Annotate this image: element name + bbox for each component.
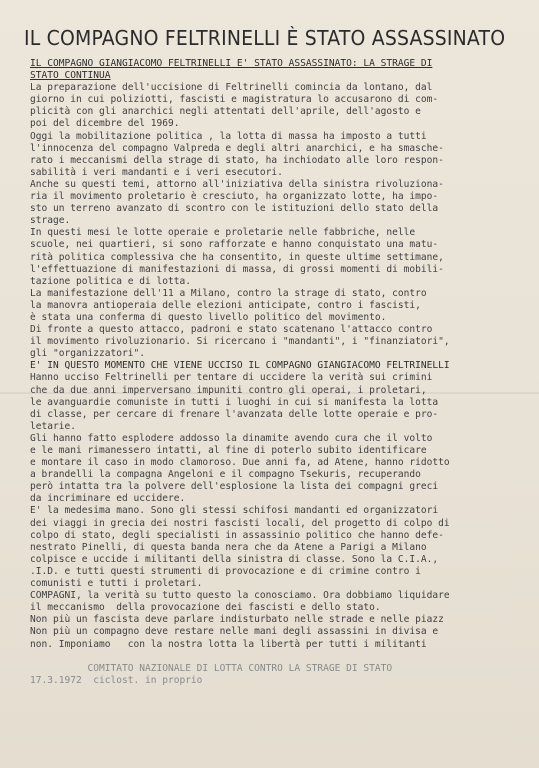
- body-line: IL COMPAGNO GIANGIACOMO FELTRINELLI E' STATO ASSASSINATO: LA STRAGE DI: [30, 58, 433, 69]
- body-line: di classe, per cercare di frenare l'avanzata delle lotte operaie e pro-: [30, 408, 439, 420]
- body-line: e le mani rimanessero intatti, al fine di poterlo subito identificare: [30, 445, 427, 456]
- body-line: Oggi la mobilitazione politica , la lotta di massa ha imposto a tutti: [30, 130, 427, 142]
- body-line: la manovra antioperaia delle elezioni anticipate, contro i fascisti,: [30, 299, 421, 311]
- body-line: COMITATO NAZIONALE DI LOTTA CONTRO LA STRAGE DI STATO: [30, 662, 393, 674]
- body-line: Non più un compagno deve restare nelle mani degli assassini in divisa e: [30, 626, 439, 638]
- body-line: da incriminare ed uccidere.: [30, 493, 186, 505]
- body-line: ria il movimento proletario è cresciuto, ha organizzato lotte, ha impo-: [30, 191, 439, 203]
- body-line: colpisce e uccide i militanti della sinistra di classe. Sono la C.I.A.,: [30, 553, 439, 565]
- body-line: nestrato Pinelli, di questa banda nera che da Atene a Parigi a Milano: [30, 541, 427, 553]
- body-line: le avanguardie comuniste in tutti i luoghi in cui si manifesta la lotta: [30, 396, 439, 408]
- handwritten-headline: IL COMPAGNO FELTRINELLI È STATO ASSASSINATO: [24, 26, 506, 50]
- typewritten-body: [30, 58, 510, 687]
- body-line: E' la medesima mano. Sono gli stessi schifosi mandanti ed organizzatori: [30, 505, 439, 517]
- body-line: sabilità i veri mandanti e i veri esecutori.: [30, 166, 283, 178]
- body-line: il meccanismo della provocazione dei fascisti e dello stato.: [30, 602, 381, 614]
- body-line: tazione politica e di lotta.: [30, 275, 191, 287]
- body-line: non. Imponiamo con la nostra lotta la libertà per tutti i militanti: [30, 638, 427, 650]
- body-line: In questi mesi le lotte operaie e proletarie nelle fabbriche, nelle: [30, 227, 416, 239]
- body-line: il movimento rivoluzionario. Si ricercano i "mandanti", i "finanziatori",: [30, 336, 450, 348]
- body-line: Gli hanno fatto esplodere addosso la dinamite avendo cura che il volto: [30, 432, 433, 444]
- body-line: l'innocenza del compagno Valpreda e degli altri anarchici, e ha smasche-: [30, 142, 444, 154]
- body-line: rato i meccanismi della strage di stato, ha inchiodato alle loro respon-: [30, 154, 444, 166]
- body-line: a brandelli la compagna Angeloni e il compagno Tsekuris, recuperando: [30, 469, 421, 481]
- body-line: COMPAGNI, la verità su tutto questo la conosciamo. Ora dobbiamo liquidare: [30, 590, 450, 602]
- body-line: plicità con gli anarchici negli attentati dell'aprile, dell'agosto e: [30, 106, 421, 118]
- body-line: strage.: [30, 215, 71, 227]
- body-line: Hanno ucciso Feltrinelli per tentare di uccidere la verità sui crimini: [30, 372, 433, 384]
- body-line: [30, 651, 510, 663]
- body-line: sto un terreno avanzato di scontro con le istituzioni dello stato della: [30, 203, 439, 215]
- body-line: E' IN QUESTO MOMENTO CHE VIENE UCCISO IL COMPAGNO GIANGIACOMO FELTRINELLI: [30, 360, 450, 372]
- body-line: Anche su questi temi, attorno all'iniziativa della sinistra rivoluziona-: [30, 178, 444, 190]
- body-line: comunisti e tutti i proletari.: [30, 578, 203, 590]
- body-line: l'effettuazione di manifestazioni di massa, di grossi momenti di mobili-: [30, 263, 444, 275]
- body-line: giorno in cui poliziotti, fascisti e magistratura lo accusarono di com-: [30, 94, 439, 106]
- body-line: poi del dicembre del 1969.: [30, 118, 180, 130]
- body-line: letarie.: [30, 420, 76, 432]
- body-line: Di fronte a questo attacco, padroni e stato scatenano l'attacco contro: [30, 324, 433, 336]
- body-line: che da due anni imperversano impuniti contro gli operai, i proletari,: [30, 384, 427, 396]
- body-line: STATO CONTINUA: [30, 70, 111, 82]
- body-line: però intatta tra la polvere dell'esplosione la lista dei compagni greci: [30, 481, 439, 493]
- body-line: La manifestazione dell'11 a Milano, contro la strage di stato, contro: [30, 287, 427, 299]
- body-line: è stata una conferma di questo livello politico del movimento.: [30, 311, 387, 323]
- body-line: colpo di stato, degli specialisti in assassinio politico che hanno defe-: [30, 529, 444, 541]
- body-line: 17.3.1972 ciclost. in proprio: [30, 674, 203, 686]
- body-line: rità politica complessiva che ha consentito, in queste ultime settimane,: [30, 251, 444, 263]
- body-line: dei viaggi in grecia dei nostri fascisti locali, del progetto di colpo di: [30, 517, 450, 529]
- body-line: gli "organizzatori".: [30, 348, 145, 360]
- body-line: Non più un fascista deve parlare indisturbato nelle strade e nelle piazz: [30, 614, 444, 626]
- body-line: .I.D. e tutti questi strumenti di provocazione e di crimine contro i: [30, 565, 421, 577]
- body-line: scuole, nei quartieri, si sono rafforzate e hanno conquistato una matu-: [30, 239, 439, 251]
- body-line: e montare il caso in modo clamoroso. Due anni fa, ad Atene, hanno ridotto: [30, 457, 450, 469]
- body-line: La preparazione dell'uccisione di Feltrinelli comincia da lontano, dal: [30, 82, 433, 94]
